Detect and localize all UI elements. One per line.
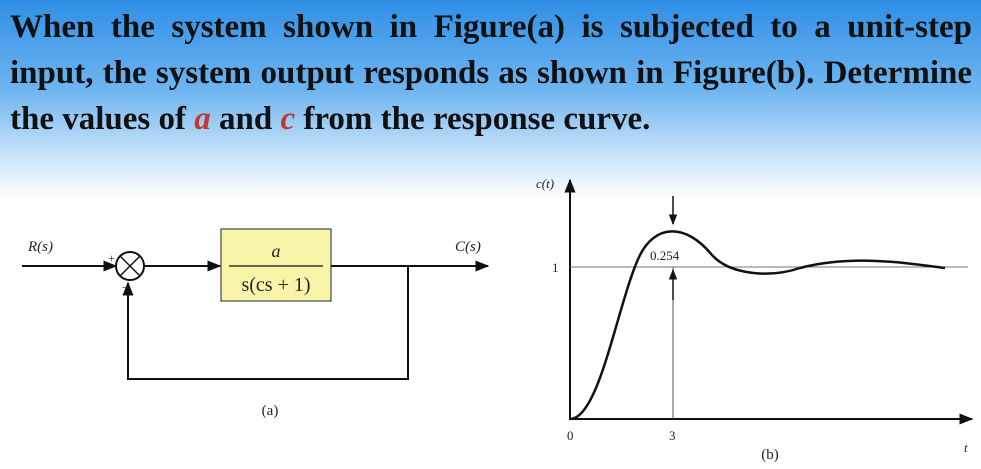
caption-b: (b) [761,447,779,463]
input-label: R(s) [28,239,53,255]
response-curve [570,231,945,419]
overshoot-label: 0.254 [650,248,680,263]
y-tick-1: 1 [552,260,559,275]
block-diagram [22,229,488,419]
minus-sign: − [122,280,130,295]
problem-text-and: and [219,101,273,137]
response-plot [536,176,972,463]
plus-sign: + [108,251,115,265]
x-tick-0: 0 [567,428,574,443]
problem-text-2: from the response curve. [303,101,651,137]
problem-text-1: When the system shown in Figure(a) is subjected to a unit-step input, the system output responds as shown in Figure(b). Determine the values of [10,9,972,137]
x-axis-label: t [964,440,968,455]
output-label: C(s) [455,239,481,255]
x-tick-3: 3 [669,428,676,443]
variable-c: c [280,101,296,137]
tf-numerator: a [271,241,281,261]
tf-denominator: s(cs + 1) [241,274,311,296]
variable-a: a [194,101,211,137]
summing-junction [116,252,144,280]
y-axis-label: c(t) [536,176,555,191]
caption-a: (a) [261,403,279,419]
